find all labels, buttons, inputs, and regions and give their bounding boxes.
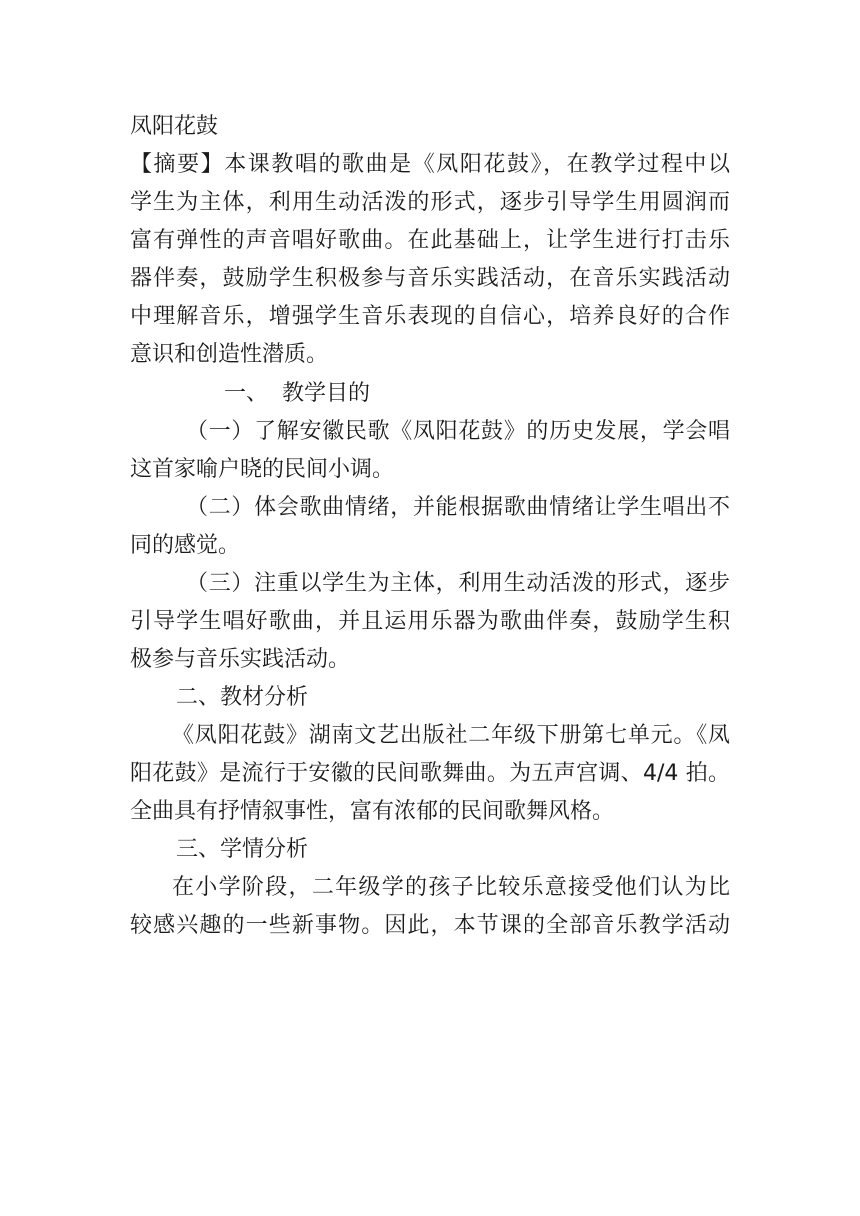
objective-item-line: 这首家喻户晓的民间小调。 <box>130 457 395 482</box>
abstract-line: 器伴奏，鼓励学生积极参与音乐实践活动，在音乐实践活动 <box>130 266 730 291</box>
objective-item-line: 极参与音乐实践活动。 <box>130 647 351 672</box>
section-heading-2: 二、教材分析 <box>176 685 309 710</box>
objective-item-first-line: （二）体会歌曲情绪，并能根据歌曲情绪让学生唱出不 <box>186 495 730 520</box>
paragraph-first-line: 《凤阳花鼓》湖南文艺出版社二年级下册第七单元。《凤 <box>172 723 730 748</box>
objective-item-line: 引导学生唱好歌曲，并且运用乐器为歌曲伴奏，鼓励学生积 <box>130 609 730 634</box>
document-page <box>130 108 730 945</box>
abstract-line: 意识和创造性潜质。 <box>130 342 329 367</box>
abstract-line: 富有弹性的声音唱好歌曲。在此基础上，让学生进行打击乐 <box>130 228 730 253</box>
objective-item-line: 同的感觉。 <box>130 533 241 558</box>
paragraph-line: 阳花鼓》是流行于安徽的民间歌舞曲。为五声宫调、4/4 拍。 <box>130 761 730 786</box>
objective-item-first-line: （一）了解安徽民歌《凤阳花鼓》的历史发展，学会唱 <box>186 419 730 444</box>
paragraph-line: 全曲具有抒情叙事性，富有浓郁的民间歌舞风格。 <box>130 799 615 824</box>
section-heading-1 <box>130 375 730 413</box>
paragraph-line: 较感兴趣的一些新事物。因此，本节课的全部音乐教学活动 <box>130 913 730 938</box>
document-title: 凤阳花鼓 <box>130 114 219 139</box>
abstract-line: 【摘要】本课教唱的歌曲是《凤阳花鼓》，在教学过程中以 <box>130 152 730 177</box>
section-number: 一、 <box>224 381 269 406</box>
abstract-line: 中理解音乐，增强学生音乐表现的自信心，培养良好的合作 <box>130 304 730 329</box>
paragraph-first-line: 在小学阶段，二年级学的孩子比较乐意接受他们认为比 <box>172 875 730 900</box>
section-heading-3: 三、学情分析 <box>176 837 309 862</box>
objective-item-first-line: （三）注重以学生为主体，利用生动活泼的形式，逐步 <box>186 571 730 596</box>
section-heading-text: 教学目的 <box>282 381 371 406</box>
abstract-line: 学生为主体，利用生动活泼的形式，逐步引导学生用圆润而 <box>130 190 730 215</box>
